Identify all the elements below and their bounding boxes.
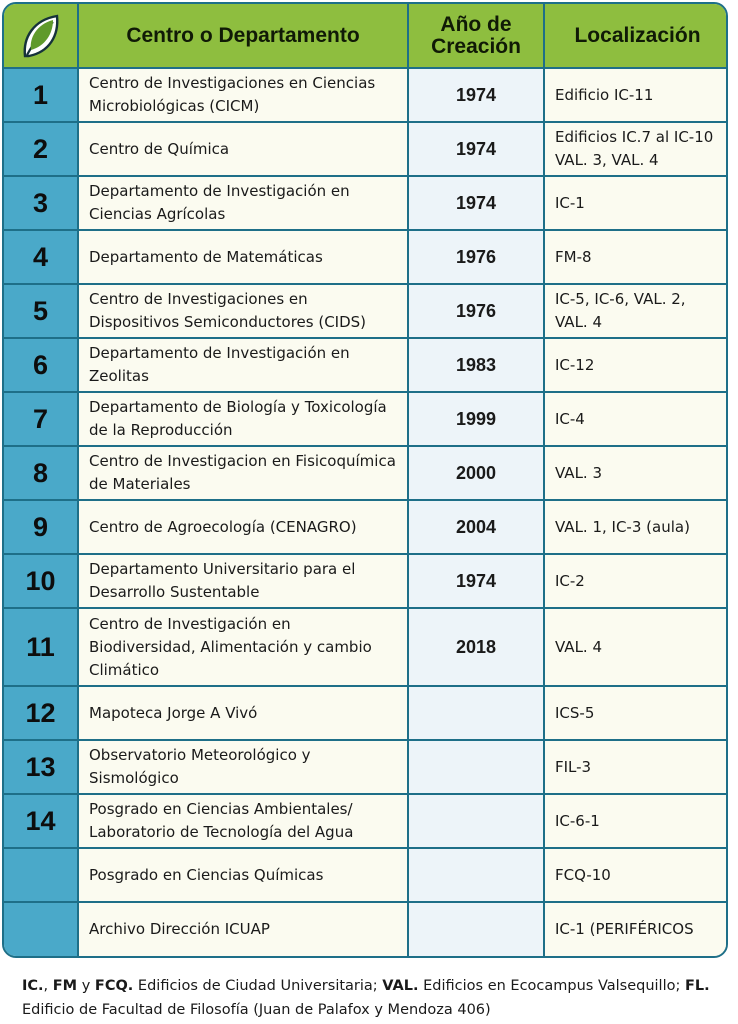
row-year: [408, 848, 544, 902]
row-number: 1: [4, 68, 78, 122]
row-department-name: Departamento de Matemáticas: [78, 230, 408, 284]
row-location: IC-6-1: [544, 794, 728, 848]
row-year: 2004: [408, 500, 544, 554]
row-number: 3: [4, 176, 78, 230]
header-logo-cell: [4, 4, 78, 68]
table-row: [4, 686, 728, 740]
header-department: Centro o Departamento: [78, 4, 408, 68]
row-location: IC-2: [544, 554, 728, 608]
row-year: 2000: [408, 446, 544, 500]
row-year: 1974: [408, 68, 544, 122]
row-location: IC-5, IC-6, VAL. 2, VAL. 4: [544, 284, 728, 338]
row-department-name: Observatorio Meteorológico y Sismológico: [78, 740, 408, 794]
row-department-name: Departamento de Investigación en Zeolitas: [78, 338, 408, 392]
row-year: [408, 686, 544, 740]
row-location: VAL. 1, IC-3 (aula): [544, 500, 728, 554]
table-row: [4, 740, 728, 794]
table-row: [4, 392, 728, 446]
row-department-name: Departamento de Investigación en Ciencias Agrícolas: [78, 176, 408, 230]
header-year-line2: Creación: [431, 34, 521, 58]
row-location: IC-12: [544, 338, 728, 392]
row-number: [4, 848, 78, 902]
row-number: 11: [4, 608, 78, 686]
table-row: [4, 848, 728, 902]
row-location: IC-1 (PERIFÉRICOS: [544, 902, 728, 956]
row-number: 6: [4, 338, 78, 392]
row-year: 1976: [408, 230, 544, 284]
table-row: [4, 794, 728, 848]
row-year: 2018: [408, 608, 544, 686]
row-number: 5: [4, 284, 78, 338]
header-year: [408, 4, 544, 68]
footnote-fl-desc: Edificio de Facultad de Filosofía (Juan de Palafox y Mendoza 406): [22, 1002, 491, 1018]
row-department-name: Mapoteca Jorge A Vivó: [78, 686, 408, 740]
table-row: [4, 68, 728, 122]
table-row: [4, 902, 728, 956]
row-department-name: Centro de Agroecología (CENAGRO): [78, 500, 408, 554]
row-department-name: Centro de Química: [78, 122, 408, 176]
footnote-val-desc: Edificios en Ecocampus Valsequillo;: [423, 978, 681, 994]
row-year: [408, 902, 544, 956]
table-row: [4, 284, 728, 338]
row-department-name: Posgrado en Ciencias Químicas: [78, 848, 408, 902]
row-year: 1983: [408, 338, 544, 392]
row-department-name: Departamento Universitario para el Desarrollo Sustentable: [78, 554, 408, 608]
row-department-name: Centro de Investigaciones en Ciencias Microbiológicas (CICM): [78, 68, 408, 122]
row-department-name: Centro de Investigaciones en Dispositivos Semiconductores (CIDS): [78, 284, 408, 338]
table-row: [4, 500, 728, 554]
footnote-comma: ,: [43, 978, 49, 994]
row-number: 7: [4, 392, 78, 446]
footnote-ic: IC.: [22, 978, 44, 994]
table-row: [4, 554, 728, 608]
table-row: [4, 176, 728, 230]
row-location: IC-1: [544, 176, 728, 230]
row-number: [4, 902, 78, 956]
table-row: [4, 122, 728, 176]
footnote-fm: FM: [52, 978, 78, 994]
table-row: [4, 230, 728, 284]
departments-table: [4, 4, 728, 956]
row-location: Edificios IC.7 al IC-10 VAL. 3, VAL. 4: [544, 122, 728, 176]
footnote-ic-desc: Edificios de Ciudad Universitaria;: [137, 978, 378, 994]
row-year: 1999: [408, 392, 544, 446]
departments-table-container: [2, 2, 728, 958]
row-location: FM-8: [544, 230, 728, 284]
row-number: 14: [4, 794, 78, 848]
footnote-val: VAL.: [382, 978, 419, 994]
row-year: 1974: [408, 176, 544, 230]
table-body: [4, 68, 728, 956]
footnote: [22, 974, 734, 1022]
row-department-name: Departamento de Biología y Toxicología de la Reproducción: [78, 392, 408, 446]
row-year: [408, 794, 544, 848]
row-location: ICS-5: [544, 686, 728, 740]
row-department-name: Centro de Investigación en Biodiversidad, Alimentación y cambio Climático: [78, 608, 408, 686]
row-department-name: Posgrado en Ciencias Ambientales/ Laboratorio de Tecnología del Agua: [78, 794, 408, 848]
footnote-fcq: FCQ.: [94, 978, 134, 994]
footnote-fl: FL.: [684, 978, 710, 994]
table-row: [4, 446, 728, 500]
header-year-line1: Año de: [440, 12, 512, 36]
row-number: 2: [4, 122, 78, 176]
row-number: 8: [4, 446, 78, 500]
row-department-name: Archivo Dirección ICUAP: [78, 902, 408, 956]
row-location: FIL-3: [544, 740, 728, 794]
row-location: IC-4: [544, 392, 728, 446]
row-year: 1974: [408, 554, 544, 608]
row-year: [408, 740, 544, 794]
row-location: VAL. 4: [544, 608, 728, 686]
row-number: 12: [4, 686, 78, 740]
row-number: 13: [4, 740, 78, 794]
header-location: Localización: [544, 4, 728, 68]
row-year: 1974: [408, 122, 544, 176]
row-number: 9: [4, 500, 78, 554]
row-location: VAL. 3: [544, 446, 728, 500]
row-department-name: Centro de Investigacion en Fisicoquímica de Materiales: [78, 446, 408, 500]
footnote-y: y: [81, 978, 91, 994]
row-year: 1976: [408, 284, 544, 338]
row-number: 4: [4, 230, 78, 284]
table-header-row: [4, 4, 728, 68]
table-row: [4, 608, 728, 686]
row-location: Edificio IC-11: [544, 68, 728, 122]
table-row: [4, 338, 728, 392]
row-location: FCQ-10: [544, 848, 728, 902]
row-number: 10: [4, 554, 78, 608]
leaf-icon: [19, 10, 63, 62]
